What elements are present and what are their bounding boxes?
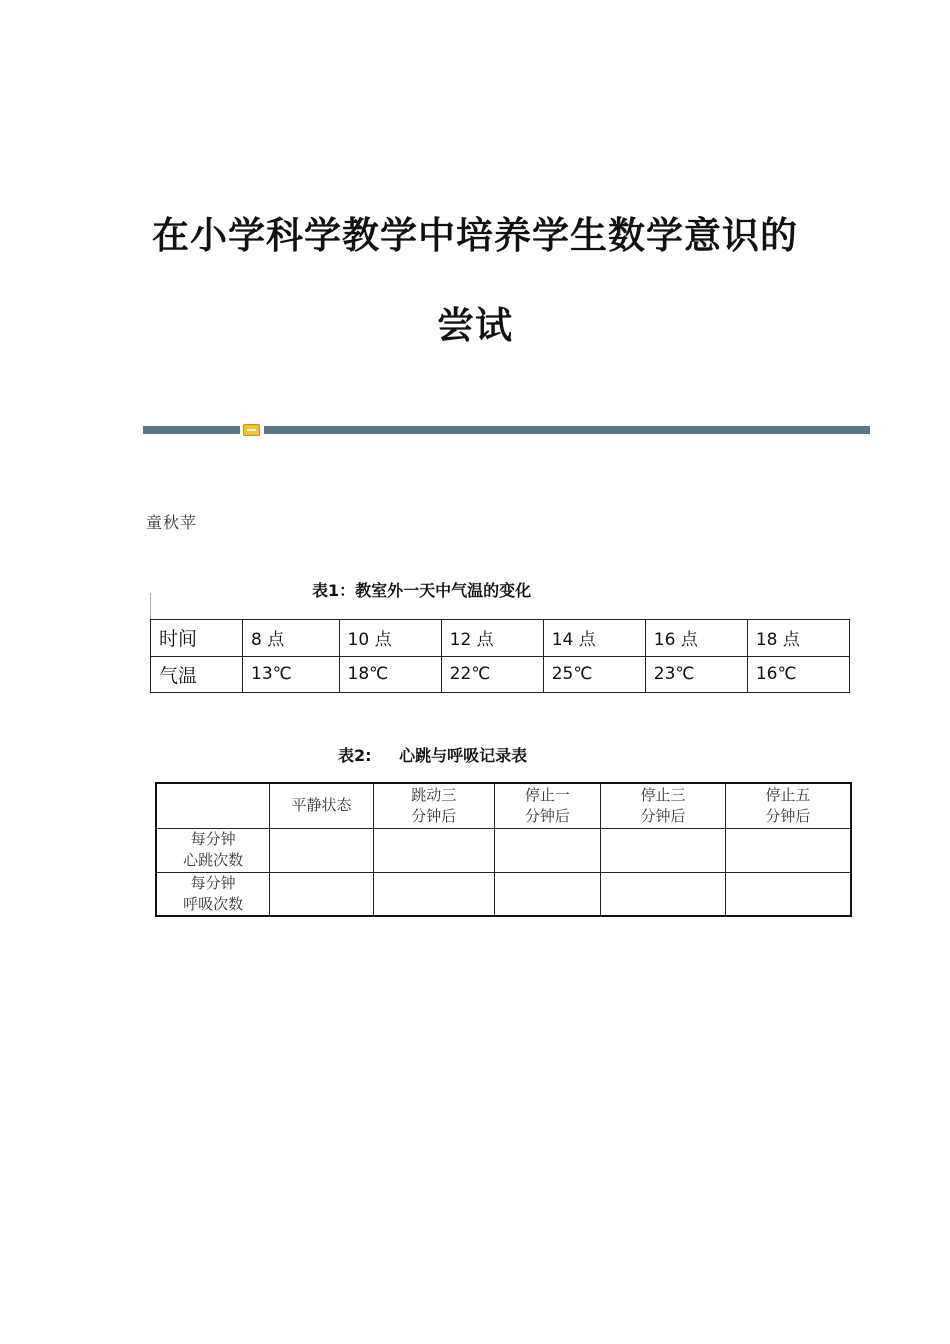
table-cell: 16 点 [645,620,747,657]
divider-ornament-icon [243,424,260,436]
table-empty-cell [601,828,726,872]
table-header-cell [373,783,494,828]
table-row [156,783,851,828]
row-header-cell [156,828,270,872]
table-empty-cell [601,872,726,916]
table-row [156,872,851,916]
temperature-table [150,619,850,693]
row-header-line1: 每分钟 [190,873,236,892]
header-text-line2: 分钟后 [765,806,811,825]
table-header-cell [725,783,851,828]
row-header-line1: 每分钟 [190,830,236,848]
table-empty-cell [270,828,374,872]
table-cell: 10 点 [339,620,441,657]
table-cell: 14 点 [543,620,645,657]
table1-edge-mark [150,593,151,619]
author-name: 童秋苹 [146,513,198,532]
table-cell: 22℃ [441,656,543,693]
table2-caption: 表2: 心跳与呼吸记录表 [338,746,528,765]
table-empty-cell [494,872,601,916]
header-text-line2: 分钟后 [640,806,686,825]
table-cell: 25℃ [543,656,645,693]
table-empty-cell [725,872,851,916]
document-title-line1: 在小学科学教学中培养学生数学意识的 [152,213,798,257]
table-cell: 12 点 [441,620,543,657]
table-cell: 13℃ [243,656,340,693]
heartbeat-breathing-table [155,782,852,917]
table-cell: 18 点 [747,620,849,657]
table-header-cell [270,783,374,828]
header-text: 平静状态 [291,796,352,815]
table-row [151,620,850,657]
table-cell: 23℃ [645,656,747,693]
row-header-cell [156,872,270,916]
table-empty-cell [270,872,374,916]
header-text-line1: 停止五 [765,785,811,804]
table-cell: 8 点 [243,620,340,657]
header-text-line1: 跳动三 [411,785,457,804]
table-header-cell [494,783,601,828]
table-cell: 18℃ [339,656,441,693]
table-row [151,656,850,693]
table-header-cell [601,783,726,828]
header-text-line2: 分钟后 [524,806,570,825]
table-empty-cell [373,872,494,916]
table-empty-cell [373,828,494,872]
header-text-line1: 停止三 [640,785,686,804]
table-empty-cell [725,828,851,872]
table-empty-cell [494,828,601,872]
table-cell: 16℃ [747,656,849,693]
table-corner-cell [156,783,270,828]
table1-caption: 表1：教室外一天中气温的变化 [312,581,532,600]
table-row [156,828,851,872]
document-title-line2: 尝试 [437,303,513,347]
row-header-line2: 呼吸次数 [183,894,244,913]
header-text-line2: 分钟后 [411,806,457,825]
title-divider-right [264,426,870,434]
header-text-line1: 停止一 [524,785,570,804]
table-cell: 时间 [151,620,243,657]
table-cell: 气温 [151,656,243,693]
title-divider-left [143,426,240,434]
row-header-line2: 心跳次数 [183,851,244,869]
